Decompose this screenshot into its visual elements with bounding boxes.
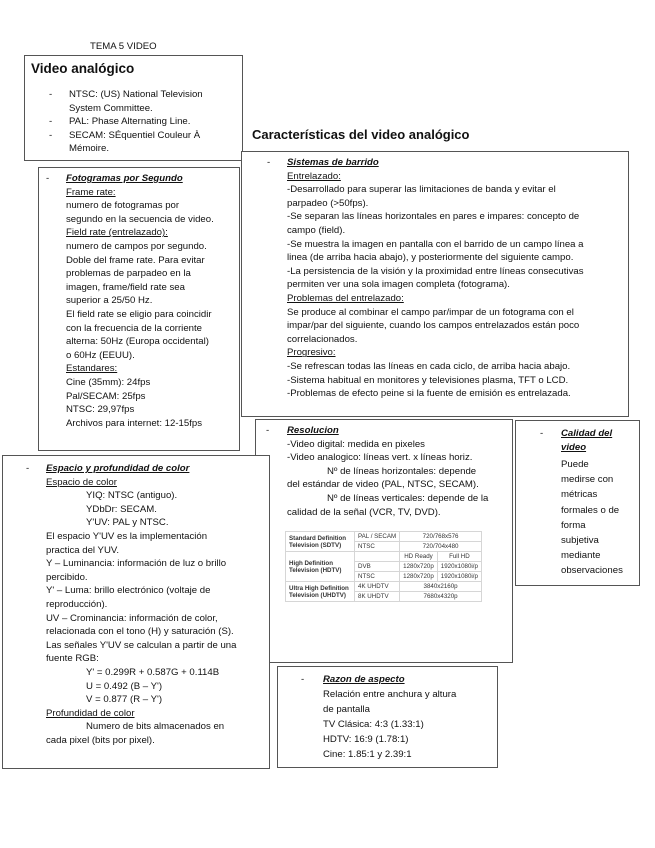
table-cell: 1280x720p (400, 572, 438, 582)
text-line: Nº de líneas verticales: depende de la (327, 492, 489, 504)
text-line: imagen, frame/field rate sea (66, 281, 185, 293)
table-cell: 1280x720p (400, 562, 438, 572)
text-line: formales o de (561, 504, 620, 516)
text-line: UV – Crominancia: información de color, (46, 612, 218, 624)
table-cell: NTSC (355, 542, 400, 552)
text-line: -Sistema habitual en monitores y televisiones plasma, TFT o LCD. (287, 374, 569, 386)
text-line: numero de campos por segundo. (66, 240, 207, 252)
text-line: TV Clásica: 4:3 (1.33:1) (323, 718, 424, 730)
scan-heading: Sistemas de barrido (287, 157, 379, 168)
text-line: calidad de la señal (VCR, TV, DVD). (287, 506, 441, 518)
text-line: medirse con (561, 474, 614, 486)
table-row (286, 552, 482, 562)
text-line: Numero de bits almacenados en (86, 721, 225, 733)
text-line: forma (561, 519, 586, 531)
topic-title: TEMA 5 VIDEO (90, 41, 157, 52)
table-cell: 3840x2160p (400, 582, 482, 592)
formula: V = 0.877 (R – Y') (86, 694, 163, 706)
table-cell: DVB (355, 562, 400, 572)
interlace-problems-label: Problemas del entrelazado: (287, 292, 404, 304)
text-line: HDTV: 16:9 (1.78:1) (323, 733, 409, 745)
text-line: subjetiva (561, 535, 599, 547)
text-line: del estándar de video (PAL, NTSC, SECAM). (287, 479, 479, 491)
color-heading: Espacio y profundidad de color (46, 463, 190, 474)
dash-marker: - (540, 428, 544, 439)
text-line: Y' – Luma: brillo electrónico (voltaje de (46, 585, 211, 597)
text-line: observaciones (561, 565, 623, 577)
color-depth-label: Profundidad de color (46, 707, 135, 719)
text-line: numero de fotogramas por (66, 200, 180, 212)
table-cell: 1920x1080i/p (437, 562, 481, 572)
text-line: -Desarrollado para superar las limitaciones de banda y evitar el (287, 184, 556, 196)
resolution-table (285, 531, 482, 602)
table-cell: 720/768x576 (400, 532, 482, 542)
fps-heading: Fotogramas por Segundo (66, 173, 183, 184)
quality-heading: Calidad del (561, 428, 613, 439)
fps-box (38, 167, 240, 451)
text-line: métricas (561, 489, 598, 501)
text-line: reproducción). (46, 598, 108, 610)
table-row (286, 582, 482, 592)
text-line: Relación entre anchura y altura (323, 688, 457, 700)
analog-video-title: Video analógico (31, 61, 135, 76)
dash-marker: - (301, 674, 305, 685)
color-space-label: Espacio de color (46, 476, 117, 488)
text-line: alterna: 50Hz (Europa occidental) (66, 336, 209, 348)
characteristics-title: Características del video analógico (252, 127, 470, 142)
standards-label: Estandares: (66, 363, 118, 375)
text-line: El espacio Y'UV es la implementación (46, 530, 208, 542)
aspect-heading: Razon de aspecto (323, 674, 405, 685)
text-line: El field rate se eligio para coincidir (66, 308, 212, 320)
text-line: mediante (561, 550, 601, 562)
text-line: Cine: 1.85:1 y 2.39:1 (323, 748, 412, 760)
text-line: -Se separan las líneas horizontales en pares e impares: concepto de (287, 211, 580, 223)
color-space-box (2, 455, 270, 769)
text-line: -Problemas de efecto peine si la fuente de emisión es entrelazada. (287, 388, 571, 400)
table-cell: 7680x4320p (400, 592, 482, 602)
text-line: -Se muestra la imagen en pantalla con el barrido de un campo línea a (287, 238, 584, 250)
list-item: - SECAM: SÉquentiel Couleur À Mémoire. (49, 129, 201, 155)
table-cell: 4K UHDTV (355, 582, 400, 592)
text-line: Doble del frame rate. Para evitar (66, 254, 205, 266)
resolution-box (255, 419, 513, 663)
text-line: Y'UV: PAL y NTSC. (86, 517, 169, 529)
list-item: - PAL: Phase Alternating Line. (49, 116, 191, 128)
analog-video-box (24, 55, 243, 161)
text-line: correlacionados. (287, 333, 358, 345)
progressive-label: Progresivo: (287, 347, 336, 359)
dash-marker: - (267, 157, 271, 168)
analog-video-list (49, 88, 239, 156)
field-rate-label: Field rate (entrelazado): (66, 227, 168, 239)
text-line: -Video digital: medida en pixeles (287, 438, 425, 450)
text-line: permiten ver una sola imagen completa (fotograma). (287, 279, 510, 291)
dash-marker: - (46, 173, 50, 184)
table-cell: 720/704x480 (400, 542, 482, 552)
quality-heading: video (561, 441, 587, 453)
table-cell: 1920x1080i/p (437, 572, 481, 582)
text-line: Archivos para internet: 12-15fps (66, 417, 202, 429)
text-line: campo (field). (287, 224, 346, 236)
table-cell: PAL / SECAM (355, 532, 400, 542)
text-line: con la frecuencia de la corriente (66, 322, 202, 334)
text-line: -La persistencia de la visión y la proximidad entre líneas consecutivas (287, 265, 584, 277)
table-header: Full HD (437, 552, 481, 562)
text-line: cada pixel (bits por pixel). (46, 734, 155, 746)
formula: U = 0.492 (B – Y') (86, 680, 163, 692)
text-line: YIQ: NTSC (antiguo). (86, 490, 178, 502)
text-line: Y – Luminancia: información de luz o brillo (46, 558, 227, 570)
text-line: linea (de arriba hacia abajo), y posteriormente del siguiente campo. (287, 252, 574, 264)
text-line: superior a 25/50 Hz. (66, 295, 153, 307)
text-line: Pal/SECAM: 25fps (66, 390, 146, 402)
text-line: parpadeo (>50fps). (287, 197, 369, 209)
text-line: percibido. (46, 571, 88, 583)
text-line: NTSC: 29,97fps (66, 404, 135, 416)
text-line: Cine (35mm): 24fps (66, 376, 151, 388)
dash-marker: - (266, 425, 270, 436)
text-line: problemas de parpadeo en la (66, 268, 191, 280)
table-cell: NTSC (355, 572, 400, 582)
text-line: segundo en la secuencia de video. (66, 213, 214, 225)
table-row (286, 532, 482, 542)
text-line: de pantalla (323, 703, 370, 715)
resolution-heading: Resolucion (287, 425, 339, 436)
uhd-label: Ultra High Definition Television (UHDTV) (286, 582, 355, 602)
text-line: YDbDr: SECAM. (86, 503, 157, 515)
list-item: - NTSC: (US) National Television System Committee. (49, 89, 203, 114)
sd-label: Standard Definition Television (SDTV) (286, 532, 355, 552)
text-line: o 60Hz (EEUU). (66, 349, 135, 361)
text-line: Puede (561, 459, 589, 470)
video-quality-box (515, 420, 640, 586)
frame-rate-label: Frame rate: (66, 186, 116, 198)
text-line: practica del YUV. (46, 544, 120, 556)
interlaced-label: Entrelazado: (287, 170, 341, 182)
table-header: HD Ready (400, 552, 438, 562)
table-cell: 8K UHDTV (355, 592, 400, 602)
text-line: Se produce al combinar el campo par/impar de un fotograma con el (287, 306, 574, 318)
aspect-ratio-box (277, 666, 498, 768)
text-line: impar/par del siguiente, cuando los campos entrelazados están poco (287, 320, 580, 332)
hd-label: High Definition Television (HDTV) (286, 552, 355, 582)
text-line: relacionada con el tono (H) y saturación (S). (46, 626, 234, 638)
text-line: fuente RGB: (46, 653, 99, 665)
text-line: Las señales Y'UV se calculan a partir de una (46, 639, 237, 651)
formula: Y' = 0.299R + 0.587G + 0.114B (86, 666, 220, 678)
dash-marker: - (26, 463, 30, 474)
text-line: -Video analogico: líneas vert. x líneas horiz. (287, 452, 473, 464)
text-line: -Se refrescan todas las líneas en cada ciclo, de arriba hacia abajo. (287, 360, 571, 372)
scan-systems-box (241, 151, 629, 417)
resolution-table-image (285, 531, 482, 602)
text-line: Nº de líneas horizontales: depende (327, 465, 477, 477)
